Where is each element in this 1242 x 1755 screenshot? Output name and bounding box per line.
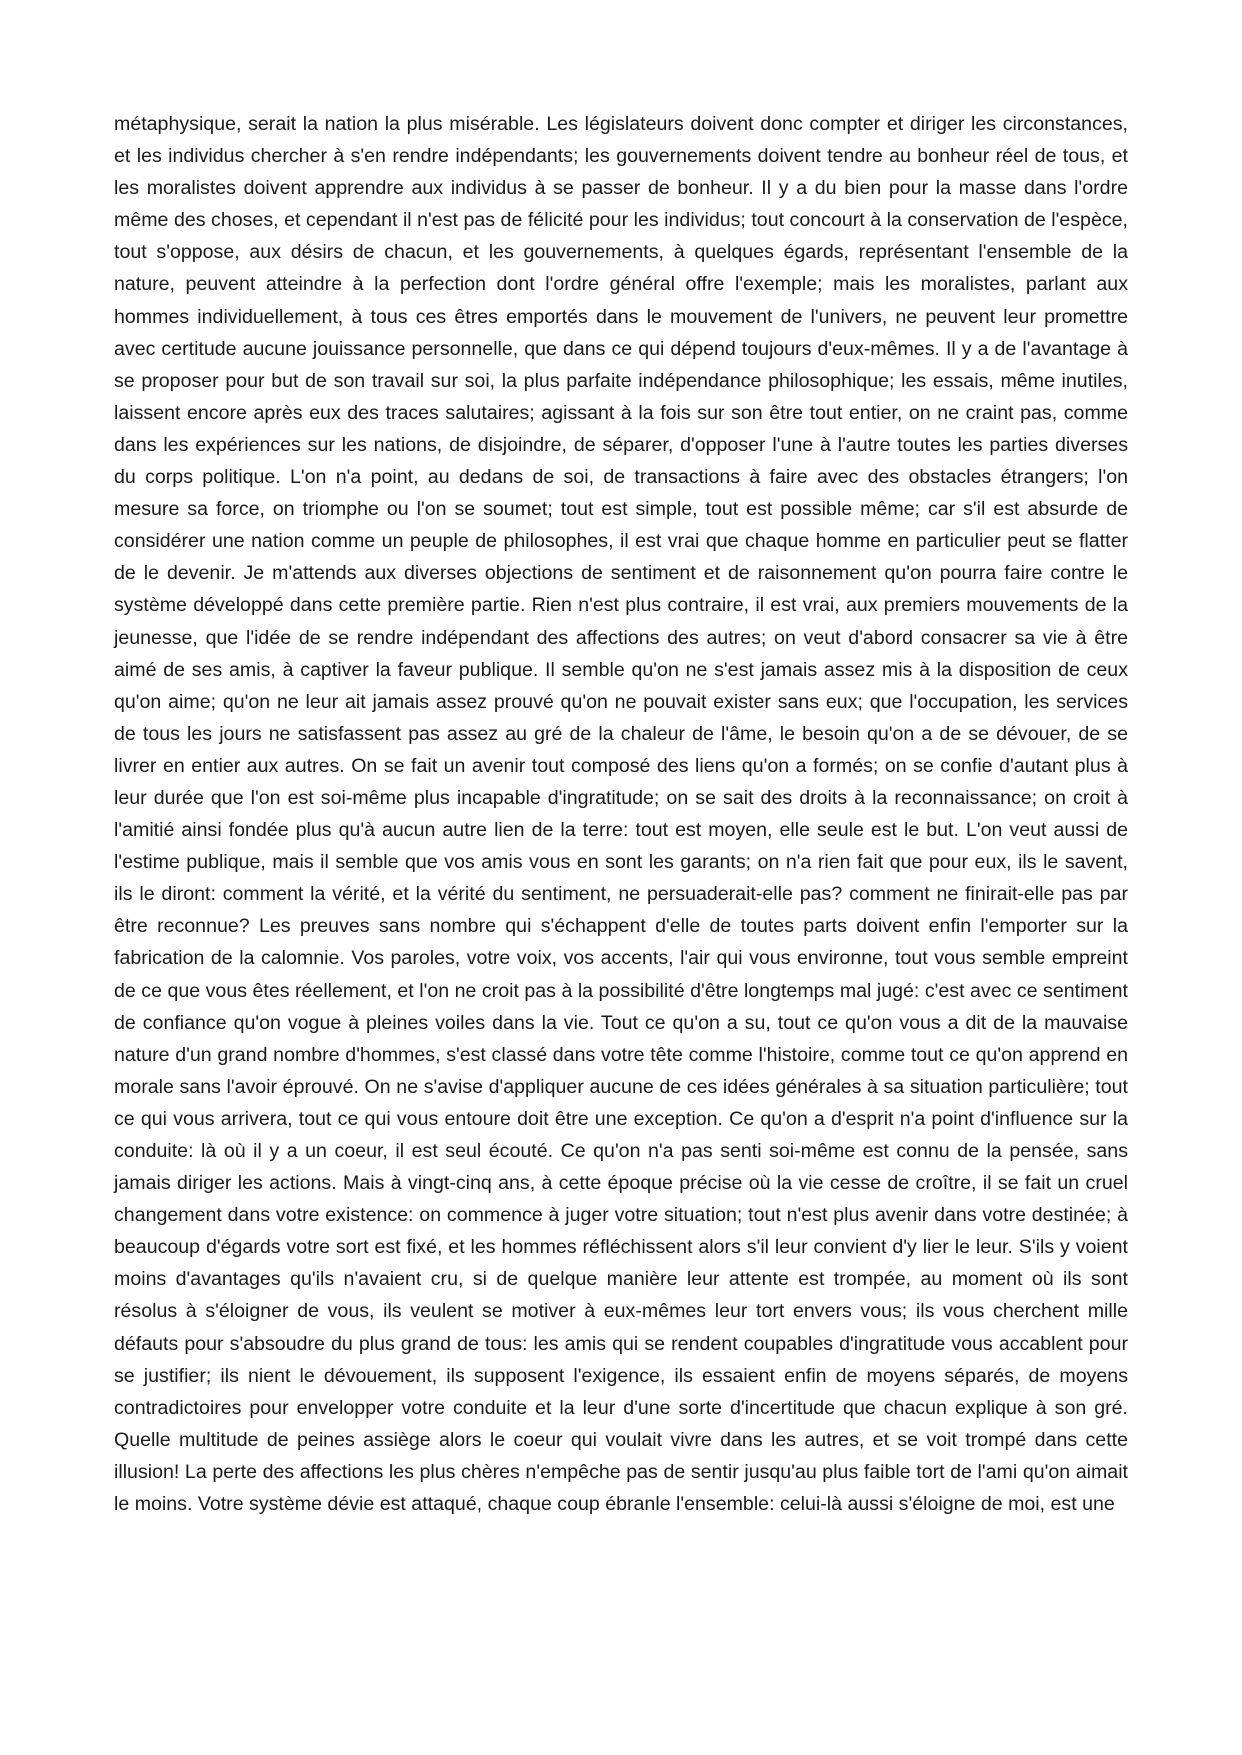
document-page — [114, 108, 1128, 1520]
body-paragraph: métaphysique, serait la nation la plus misérable. Les législateurs doivent donc compter et diriger les circonstances, et les individus chercher à s'en rendre indépendants; les gouvernements doivent tendre au bonheur réel de tous, et les moralistes doivent apprendre aux individus à se passer de bonheur. Il y a du bien pour la masse dans l'ordre même des choses, et cependant il n'est pas de félicité pour les individus; tout concourt à la conservation de l'espèce, tout s'oppose, aux désirs de chacun, et les gouvernements, à quelques égards, représentant l'ensemble de la nature, peuvent atteindre à la perfection dont l'ordre général offre l'exemple; mais les moralistes, parlant aux hommes individuellement, à tous ces êtres emportés dans le mouvement de l'univers, ne peuvent leur promettre avec certitude aucune jouissance personnelle, que dans ce qui dépend toujours d'eux-mêmes. Il y a de l'avantage à se proposer pour but de son travail sur soi, la plus parfaite indépendance philosophique; les essais, même inutiles, laissent encore après eux des traces salutaires; agissant à la fois sur son être tout entier, on ne craint pas, comme dans les expériences sur les nations, de disjoindre, de séparer, d'opposer l'une à l'autre toutes les parties diverses du corps politique. L'on n'a point, au dedans de soi, de transactions à faire avec des obstacles étrangers; l'on mesure sa force, on triomphe ou l'on se soumet; tout est simple, tout est possible même; car s'il est absurde de considérer une nation comme un peuple de philosophes, il est vrai que chaque homme en particulier peut se flatter de le devenir. Je m'attends aux diverses objections de sentiment et de raisonnement qu'on pourra faire contre le système développé dans cette première partie. Rien n'est plus contraire, il est vrai, aux premiers mouvements de la jeunesse, que l'idée de se rendre indépendant des affections des autres; on veut d'abord consacrer sa vie à être aimé de ses amis, à captiver la faveur publique. Il semble qu'on ne s'est jamais assez mis à la disposition de ceux qu'on aime; qu'on ne leur ait jamais assez prouvé qu'on ne pouvait exister sans eux; que l'occupation, les services de tous les jours ne satisfassent pas assez au gré de la chaleur de l'âme, le besoin qu'on a de se dévouer, de se livrer en entier aux autres. On se fait un avenir tout composé des liens qu'on a formés; on se confie d'autant plus à leur durée que l'on est soi-même plus incapable d'ingratitude; on se sait des droits à la reconnaissance; on croit à l'amitié ainsi fondée plus qu'à aucun autre lien de la terre: tout est moyen, elle seule est le but. L'on veut aussi de l'estime publique, mais il semble que vos amis vous en sont les garants; on n'a rien fait que pour eux, ils le savent, ils le diront: comment la vérité, et la vérité du sentiment, ne persuaderait-elle pas? comment ne finirait-elle pas par être reconnue? Les preuves sans nombre qui s'échappent d'elle de toutes parts doivent enfin l'emporter sur la fabrication de la calomnie. Vos paroles, votre voix, vos accents, l'air qui vous environne, tout vous semble empreint de ce que vous êtes réellement, et l'on ne croit pas à la possibilité d'être longtemps mal jugé: c'est avec ce sentiment de confiance qu'on vogue à pleines voiles dans la vie. Tout ce qu'on a su, tout ce qu'on vous a dit de la mauvaise nature d'un grand nombre d'hommes, s'est classé dans votre tête comme l'histoire, comme tout ce qu'on apprend en morale sans l'avoir éprouvé. On ne s'avise d'appliquer aucune de ces idées générales à sa situation particulière; tout ce qui vous arrivera, tout ce qui vous entoure doit être une exception. Ce qu'on a d'esprit n'a point d'influence sur la conduite: là où il y a un coeur, il est seul écouté. Ce qu'on n'a pas senti soi-même est connu de la pensée, sans jamais diriger les actions. Mais à vingt-cinq ans, à cette époque précise où la vie cesse de croître, il se fait un cruel changement dans votre existence: on commence à juger votre situation; tout n'est plus avenir dans votre destinée; à beaucoup d'égards votre sort est fixé, et les hommes réfléchissent alors s'il leur convient d'y lier le leur. S'ils y voient moins d'avantages qu'ils n'avaient cru, si de quelque manière leur attente est trompée, au moment où ils sont résolus à s'éloigner de vous, ils veulent se motiver à eux-mêmes leur tort envers vous; ils vous cherchent mille défauts pour s'absoudre du plus grand de tous: les amis qui se rendent coupables d'ingratitude vous accablent pour se justifier; ils nient le dévouement, ils supposent l'exigence, ils essaient enfin de moyens séparés, de moyens contradictoires pour envelopper votre conduite et la leur d'une sorte d'incertitude que chacun explique à son gré. Quelle multitude de peines assiège alors le coeur qui voulait vivre dans les autres, et se voit trompé dans cette illusion! La perte des affections les plus chères n'empêche pas de sentir jusqu'au plus faible tort de l'ami qu'on aimait le moins. Votre système dévie est attaqué, chaque coup ébranle l'ensemble: celui-là aussi s'éloigne de moi, est une — [114, 113, 1128, 1516]
